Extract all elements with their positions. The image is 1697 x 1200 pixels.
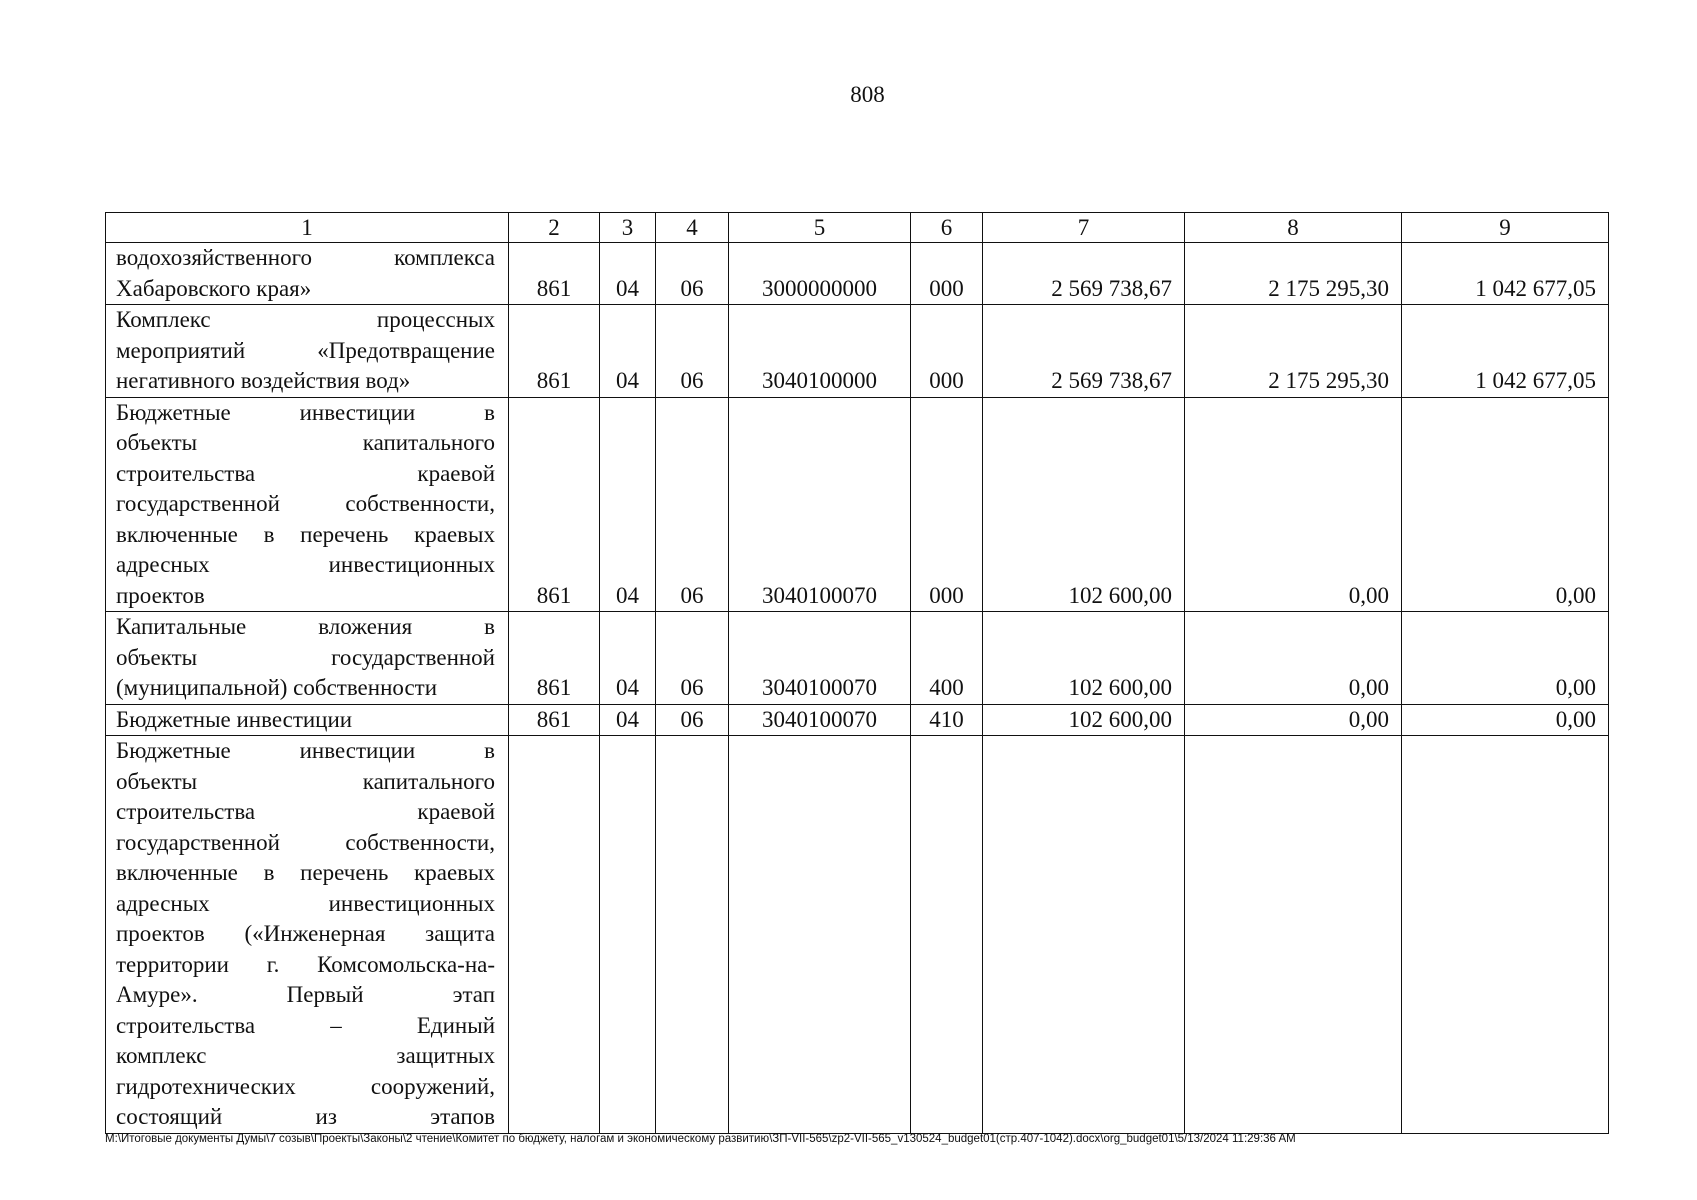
item-name-line: негативного воздействия вод» [116,368,411,393]
cell-ministry-code: 861 [509,305,600,398]
cell-amount-year-1: 102 600,00 [983,397,1185,612]
column-header: 5 [729,213,911,243]
column-header: 2 [509,213,600,243]
cell-section-code: 04 [600,243,656,305]
cell-ministry-code [509,736,600,1134]
item-name-line: Капитальные вложения в [116,614,495,639]
cell-amount-year-2: 2 175 295,30 [1185,243,1402,305]
cell-section-code [600,736,656,1134]
item-name-line: государственной собственности, [116,491,495,516]
item-name-line: Бюджетные инвестиции в [116,738,495,763]
item-name-line: Бюджетные инвестиции в [116,399,495,425]
cell-subsection-code: 06 [656,704,729,736]
cell-ministry-code: 861 [509,612,600,705]
cell-section-code: 04 [600,305,656,398]
cell-expense-type-code [911,736,983,1134]
cell-item-name [106,397,509,612]
cell-amount-year-2: 0,00 [1185,397,1402,612]
item-name-line: объекты капитального [116,768,495,794]
item-name-line: государственной собственности, [116,829,495,855]
table-row [106,397,1609,612]
cell-amount-year-3 [1402,736,1609,1134]
cell-amount-year-1: 2 569 738,67 [983,243,1185,305]
cell-target-article-code: 3040100070 [729,397,911,612]
item-name-line: водохозяйственного комплекса [116,245,495,270]
column-header: 1 [106,213,509,243]
table-header-row [106,213,1609,243]
column-header: 4 [656,213,729,243]
cell-amount-year-2: 0,00 [1185,612,1402,705]
column-header: 6 [911,213,983,243]
cell-amount-year-3: 0,00 [1402,397,1609,612]
cell-amount-year-3: 1 042 677,05 [1402,243,1609,305]
item-name-line: адресных инвестиционных [116,552,495,577]
item-name-line: объекты государственной [116,644,495,670]
cell-item-name [106,736,509,1134]
cell-amount-year-1: 102 600,00 [983,704,1185,736]
item-name-line: гидротехнических сооружений, [116,1073,495,1099]
page-number: 808 [850,82,885,107]
cell-amount-year-2 [1185,736,1402,1134]
table-row [106,612,1609,705]
cell-subsection-code [656,736,729,1134]
cell-item-name [106,243,509,305]
cell-ministry-code: 861 [509,704,600,736]
item-name-line: Бюджетные инвестиции [116,706,353,732]
item-name-line: Амуре». Первый этап [116,982,495,1007]
item-name-line: строительства краевой [116,799,495,824]
cell-amount-year-3: 0,00 [1402,704,1609,736]
cell-expense-type-code: 000 [911,397,983,612]
item-name-line: проектов [116,582,205,608]
cell-item-name [106,612,509,705]
item-name-line: включенные в перечень краевых [116,521,495,547]
cell-subsection-code: 06 [656,305,729,398]
item-name-line: мероприятий «Предотвращение [116,337,495,363]
item-name-line: территории г. Комсомольска-на- [116,951,495,977]
cell-amount-year-3: 0,00 [1402,612,1609,705]
item-name-line: включенные в перечень краевых [116,860,495,885]
cell-target-article-code [729,736,911,1134]
table-row [106,704,1609,736]
item-name-line: проектов («Инженерная защита [116,921,495,946]
cell-expense-type-code: 400 [911,612,983,705]
item-name-line: Комплекс процессных [116,307,495,332]
footer-file-path: M:\Итоговые документы Думы\7 созыв\Проекты\Законы\2 чтение\Комитет по бюджету, налогам и экономическому развитию\ЗП-VII-565\zp2-VII-565_v130524_budget01(стр.407-1042).docx\org_budget01\5/13/2024 11:29:36 AM [105,1133,1296,1145]
cell-target-article-code: 3040100070 [729,612,911,705]
budget-table [105,212,1609,1134]
cell-expense-type-code: 000 [911,305,983,398]
column-header: 3 [600,213,656,243]
cell-item-name [106,305,509,398]
item-name-line: строительства – Единый [116,1012,495,1038]
cell-amount-year-1 [983,736,1185,1134]
cell-subsection-code: 06 [656,397,729,612]
item-name-line: адресных инвестиционных [116,890,495,916]
cell-section-code: 04 [600,704,656,736]
item-name-line: строительства краевой [116,460,495,486]
cell-amount-year-2: 2 175 295,30 [1185,305,1402,398]
item-name-line: (муниципальной) собственности [116,675,438,700]
item-name-line: состоящий из этапов [116,1104,495,1129]
table-row [106,243,1609,305]
cell-amount-year-1: 102 600,00 [983,612,1185,705]
cell-expense-type-code: 000 [911,243,983,305]
cell-target-article-code: 3040100000 [729,305,911,398]
cell-amount-year-3: 1 042 677,05 [1402,305,1609,398]
cell-ministry-code: 861 [509,243,600,305]
cell-section-code: 04 [600,397,656,612]
column-header: 8 [1185,213,1402,243]
cell-ministry-code: 861 [509,397,600,612]
table-row [106,736,1609,1134]
cell-subsection-code: 06 [656,243,729,305]
cell-target-article-code: 3040100070 [729,704,911,736]
cell-amount-year-2: 0,00 [1185,704,1402,736]
item-name-line: Хабаровского края» [116,275,312,301]
item-name-line: комплекс защитных [116,1043,495,1068]
column-header: 7 [983,213,1185,243]
table-row [106,305,1609,398]
column-header: 9 [1402,213,1609,243]
cell-amount-year-1: 2 569 738,67 [983,305,1185,398]
cell-item-name [106,704,509,736]
cell-section-code: 04 [600,612,656,705]
cell-target-article-code: 3000000000 [729,243,911,305]
cell-expense-type-code: 410 [911,704,983,736]
cell-subsection-code: 06 [656,612,729,705]
item-name-line: объекты капитального [116,430,495,455]
